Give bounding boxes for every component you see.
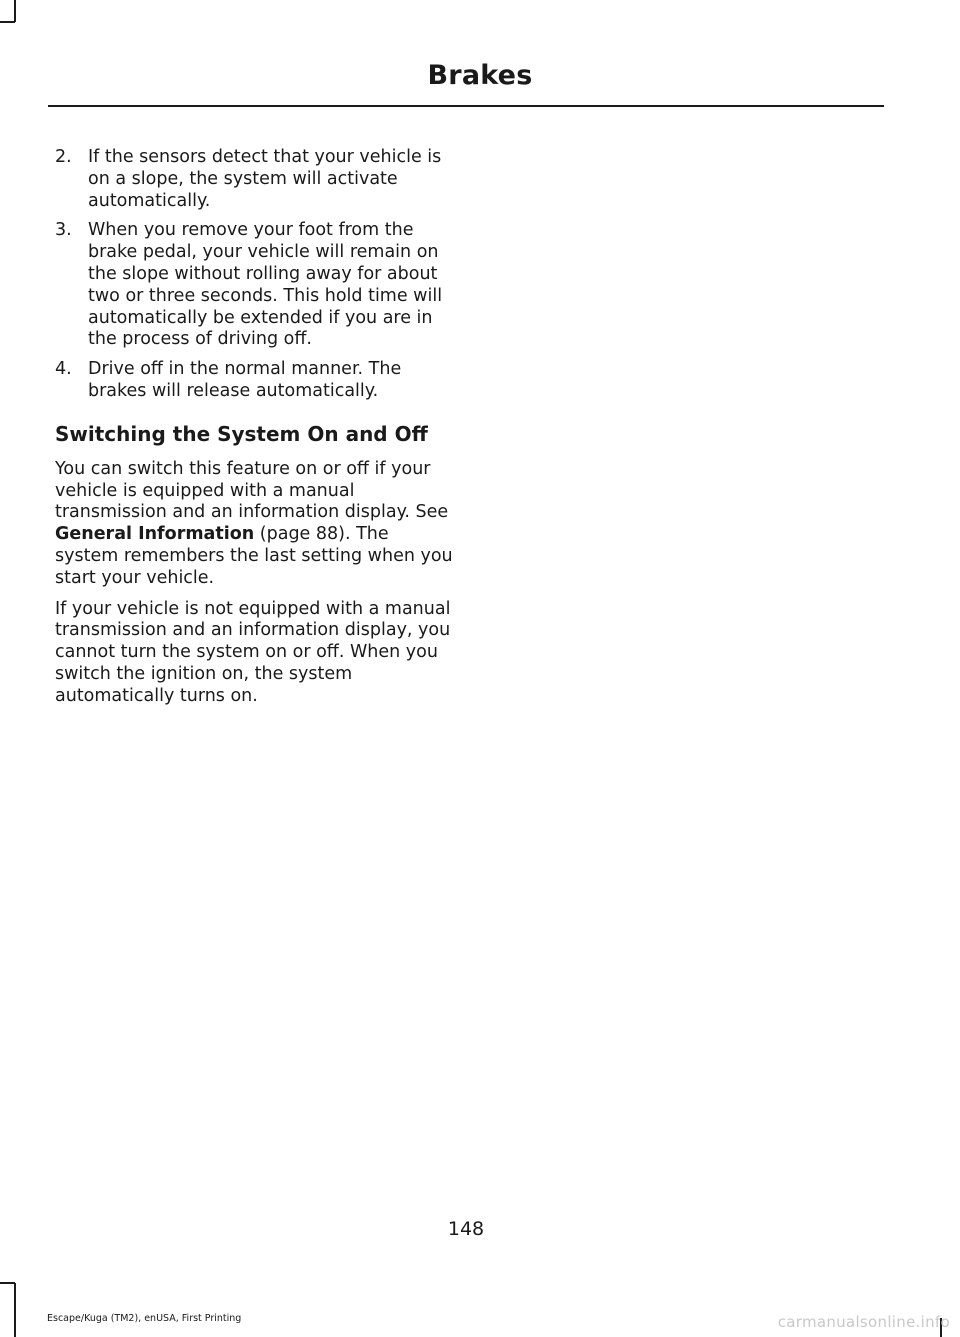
header-rule [48, 105, 884, 107]
paragraph [55, 459, 455, 590]
step-number: 2. [55, 147, 72, 167]
crop-mark-bottom-left-vertical [14, 1283, 16, 1337]
step-number: 3. [55, 220, 72, 241]
section-heading: Switching the System On and Off [55, 421, 428, 446]
crop-mark-bottom-left-horizontal [0, 1282, 15, 1284]
edition-footer: Escape/Kuga (TM2), enUSA, First Printing [47, 1313, 242, 1324]
crop-mark-top-left-horizontal [0, 21, 15, 23]
watermark: carmanualsonline.info [777, 1313, 950, 1331]
paragraph: If your vehicle is not equipped with a manual transmission and an information display, you cannot turn the system on or off. When you switch the ignition on, the system automatically turns on. [55, 598, 451, 706]
step-text: If the sensors detect that your vehicle is on a slope, the system will activate automatically. [88, 147, 442, 211]
step-list [55, 147, 455, 403]
step-text: When you remove your foot from the brake pedal, your vehicle will remain on the slope without rolling away for about two or three seconds. This hold time will automatically be extended if you are in the process of driving off. [88, 220, 443, 350]
paragraph-text: You can switch this feature on or off if your vehicle is equipped with a manual transmission and an information display. See [55, 458, 449, 523]
crop-mark-top-left-vertical [14, 0, 16, 22]
list-item [55, 220, 455, 351]
step-text: Drive off in the normal manner. The brakes will release automatically. [88, 359, 402, 401]
list-item [55, 359, 455, 403]
cross-reference-link[interactable]: General Information [55, 524, 255, 545]
page-number: 148 [447, 1218, 485, 1240]
page-title: Brakes [427, 60, 533, 91]
paragraph-text: (page 88). The system remembers the last setting when you start your vehicle. [55, 524, 453, 588]
main-column [55, 147, 455, 717]
step-number: 4. [55, 359, 72, 380]
list-item [55, 147, 455, 212]
